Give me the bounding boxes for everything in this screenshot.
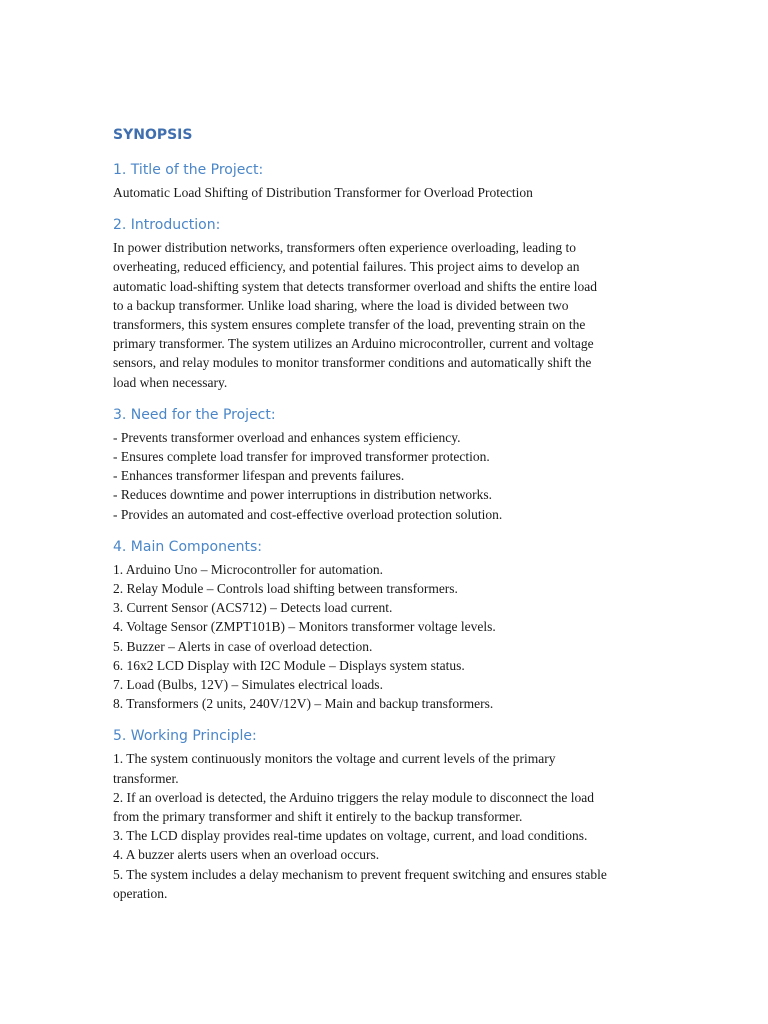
- section-4: [113, 537, 658, 714]
- text-line: 8. Transformers (2 units, 240V/12V) – Main and backup transformers.: [113, 696, 494, 712]
- text-line: automatic load-shifting system that detects transformer overload and shifts the entire load: [113, 278, 597, 294]
- text-line: 5. Buzzer – Alerts in case of overload detection.: [113, 638, 373, 654]
- section-body: [113, 560, 658, 714]
- text-line: - Provides an automated and cost-effective overload protection solution.: [113, 506, 503, 522]
- document-body: [113, 160, 658, 903]
- section-body: [113, 749, 658, 903]
- section-title: 1. Title of the Project:: [113, 162, 264, 178]
- document-page: [113, 125, 658, 916]
- section-title: 5. Working Principle:: [113, 728, 257, 745]
- text-line: 4. A buzzer alerts users when an overload occurs.: [113, 847, 380, 863]
- section-title: 2. Introduction:: [113, 217, 221, 234]
- text-line: 6. 16x2 LCD Display with I2C Module – Displays system status.: [113, 657, 465, 673]
- text-line: 1. The system continuously monitors the voltage and current levels of the primary: [113, 751, 556, 767]
- text-line: load when necessary.: [113, 374, 228, 390]
- text-line: 3. The LCD display provides real-time updates on voltage, current, and load conditions.: [113, 828, 588, 844]
- section-body: [113, 428, 658, 524]
- text-line: transformers, this system ensures complete transfer of the load, preventing strain on the: [113, 317, 586, 333]
- text-line: - Ensures complete load transfer for improved transformer protection.: [113, 449, 490, 465]
- section-title: 3. Need for the Project:: [113, 406, 276, 423]
- text-line: sensors, and relay modules to monitor transformer conditions and automatically shift the: [113, 355, 592, 371]
- text-line: operation.: [113, 885, 168, 901]
- text-line: transformer.: [113, 770, 179, 786]
- section-2: [113, 215, 658, 392]
- section-3: [113, 405, 658, 524]
- section-body: [113, 238, 658, 392]
- text-line: - Enhances transformer lifespan and prevents failures.: [113, 468, 405, 484]
- text-line: from the primary transformer and shift it entirely to the backup transformer.: [113, 809, 523, 825]
- text-line: - Reduces downtime and power interruptions in distribution networks.: [113, 487, 493, 503]
- text-line: 4. Voltage Sensor (ZMPT101B) – Monitors transformer voltage levels.: [113, 619, 496, 635]
- text-line: 5. The system includes a delay mechanism to prevent frequent switching and ensures stable: [113, 866, 607, 882]
- text-line: Automatic Load Shifting of Distribution Transformer for Overload Protection: [113, 185, 533, 200]
- text-line: to a backup transformer. Unlike load sharing, where the load is divided between two: [113, 297, 569, 313]
- text-line: 7. Load (Bulbs, 12V) – Simulates electrical loads.: [113, 677, 383, 693]
- section-title: 4. Main Components:: [113, 538, 262, 555]
- text-line: 2. If an overload is detected, the Arduino triggers the relay module to disconnect the load: [113, 789, 594, 805]
- text-line: overheating, reduced efficiency, and potential failures. This project aims to develop an: [113, 259, 580, 275]
- text-line: In power distribution networks, transformers often experience overloading, leading to: [113, 240, 576, 256]
- section-1: [113, 160, 658, 202]
- document-heading: SYNOPSIS: [113, 127, 193, 143]
- section-5: [113, 726, 658, 903]
- text-line: - Prevents transformer overload and enhances system efficiency.: [113, 429, 461, 445]
- text-line: 2. Relay Module – Controls load shifting between transformers.: [113, 581, 458, 597]
- text-line: primary transformer. The system utilizes an Arduino microcontroller, current and voltage: [113, 336, 594, 352]
- section-body: [113, 183, 658, 202]
- text-line: 3. Current Sensor (ACS712) – Detects load current.: [113, 600, 393, 616]
- text-line: 1. Arduino Uno – Microcontroller for automation.: [113, 561, 383, 577]
